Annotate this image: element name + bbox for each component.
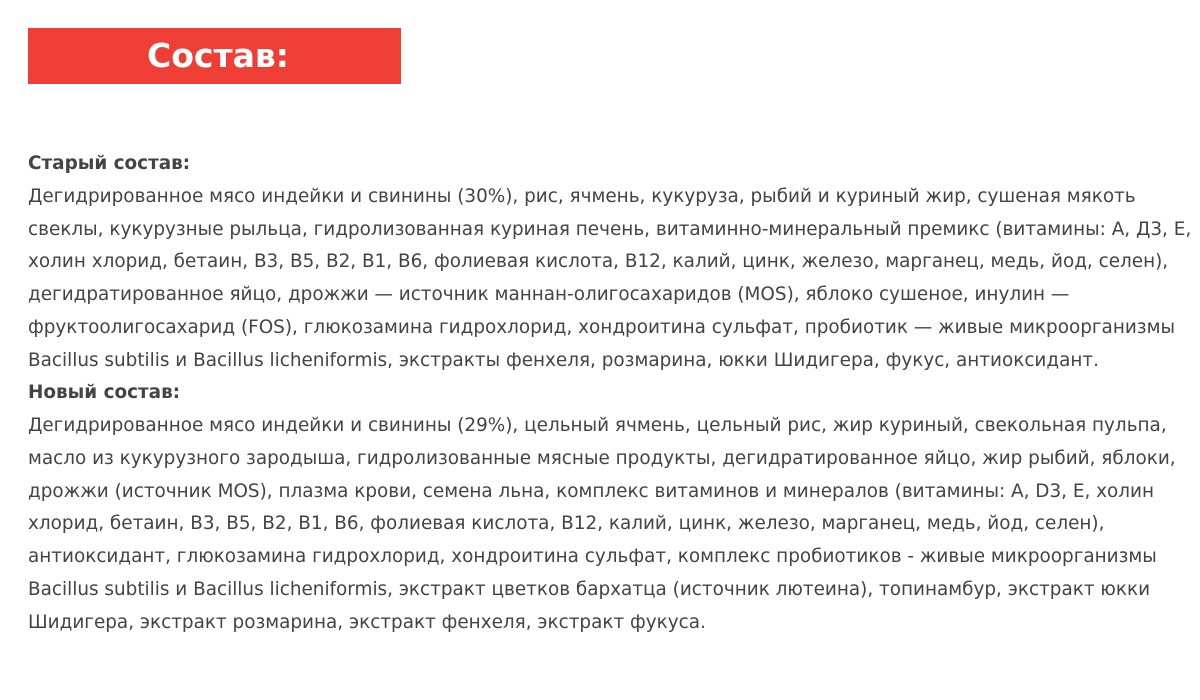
new-composition-line: масло из кукурузного зародыша, гидролизованные мясные продукты, дегидратированное яйцо, жир рыбий, яблоки, (28, 447, 1176, 469)
composition-content (28, 148, 1192, 639)
composition-banner (28, 28, 401, 84)
old-composition-line: дегидратированное яйцо, дрожжи — источник маннан-олигосахаридов (MOS), яблоко сушеное, инулин — (28, 284, 1070, 305)
new-composition-heading: Новый состав: (28, 382, 181, 404)
old-composition-section (28, 148, 1192, 377)
banner-title: Состав: (147, 36, 289, 75)
new-composition-section (28, 377, 1188, 639)
new-composition-line: Bacillus subtilis и Bacillus licheniformis, экстракт цветков бархатца (источник лютеина), топинамбур, экстракт юкки (28, 578, 1151, 600)
new-composition-line: антиоксидант, глюкозамина гидрохлорид, хондроитина сульфат, комплекс пробиотиков - живые микроорганизмы (28, 546, 1157, 567)
new-composition-line: Шидигера, экстракт розмарина, экстракт фенхеля, экстракт фукуса. (28, 611, 706, 633)
old-composition-line: фруктоолигосахарид (FOS), глюкозамина гидрохлорид, хондроитина сульфат, пробиотик — живые микроорганизмы (28, 316, 1175, 338)
new-composition-line: Дегидрированное мясо индейки и свинины (29%), цельный ячмень, цельный рис, жир куриный, свекольная пульпа, (28, 415, 1167, 436)
new-composition-line: хлорид, бетаин, B3, B5, B2, B1, B6, фолиевая кислота, B12, калий, цинк, железо, марганец, медь, йод, селен), (28, 513, 1105, 535)
old-composition-line: свеклы, кукурузные рыльца, гидролизованная куриная печень, витаминно-минеральный премикс (витамины: А, Д3, Е, (28, 218, 1192, 240)
old-composition-line: Bacillus subtilis и Bacillus licheniformis, экстракты фенхеля, розмарина, юкки Шидигера, фукус, антиоксидант. (28, 349, 1099, 371)
new-composition-line: дрожжи (источник MOS), плазма крови, семена льна, комплекс витаминов и минералов (витамины: A, D3, E, холин (28, 480, 1155, 502)
old-composition-heading: Старый состав: (28, 153, 191, 174)
old-composition-line: холин хлорид, бетаин, B3, B5, B2, B1, B6, фолиевая кислота, B12, калий, цинк, железо, марганец, медь, йод, селен), (28, 251, 1169, 273)
old-composition-line: Дегидрированное мясо индейки и свинины (30%), рис, ячмень, кукуруза, рыбий и куриный жир, сушеная мякоть (28, 185, 1136, 207)
